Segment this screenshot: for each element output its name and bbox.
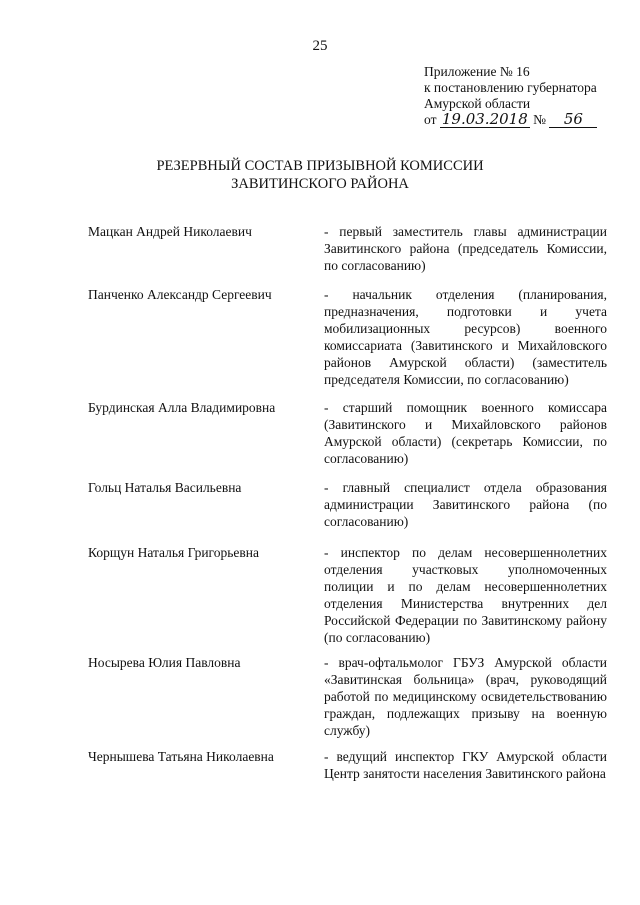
member-role: - начальник отделения (планирования, предназначения, подготовки и учета мобилизационных ресурсов) военного комиссариата (Завитинского и Михайловского районов Амурской области) (заместитель председателя Комиссии, по согласованию) bbox=[324, 287, 607, 387]
member-role: - инспектор по делам несовершеннолетних отделения участковых уполномоченных полиции и по делам несовершеннолетних отделения Министерства внутренних дел Российской Федерации по Завитинскому району (по согласованию) bbox=[324, 545, 607, 645]
appendix-line-2: к постановлению губернатора bbox=[424, 80, 597, 95]
from-label: от bbox=[424, 112, 437, 127]
page-number: 25 bbox=[312, 38, 328, 54]
member-role: - врач-офтальмолог ГБУЗ Амурской области «Завитинская больница» (врач, руководящий работой по медицинскому освидетельствованию граждан, подлежащих призыву на военную службу) bbox=[324, 655, 607, 738]
member-role: - главный специалист отдела образования администрации Завитинского района (по согласованию) bbox=[324, 480, 607, 529]
member-name: Носырева Юлия Павловна bbox=[88, 655, 241, 670]
member-name: Мацкан Андрей Николаевич bbox=[88, 224, 252, 239]
title-line-2: ЗАВИТИНСКОГО РАЙОНА bbox=[231, 176, 409, 192]
member-name: Корщун Наталья Григорьевна bbox=[88, 545, 259, 560]
handwritten-date: 19.03.2018 bbox=[441, 110, 528, 128]
handwritten-number: 56 bbox=[549, 112, 597, 128]
member-role: - ведущий инспектор ГКУ Амурской области Центр занятости населения Завитинского района bbox=[324, 749, 607, 781]
appendix-block bbox=[424, 64, 597, 128]
document-title bbox=[0, 157, 640, 193]
member-name: Чернышева Татьяна Николаевна bbox=[88, 749, 274, 764]
member-name: Гольц Наталья Васильевна bbox=[88, 480, 242, 495]
member-role: - старший помощник военного комиссара (Завитинского и Михайловского районов Амурской области) (секретарь Комиссии, по согласованию) bbox=[324, 400, 607, 466]
appendix-reference-line bbox=[424, 112, 597, 128]
member-name: Панченко Александр Сергеевич bbox=[88, 287, 272, 302]
appendix-line-3: Амурской области bbox=[424, 96, 531, 111]
number-label: № bbox=[533, 112, 547, 127]
appendix-line-1: Приложение № 16 bbox=[424, 64, 530, 79]
title-line-1: РЕЗЕРВНЫЙ СОСТАВ ПРИЗЫВНОЙ КОМИССИИ bbox=[156, 158, 484, 174]
member-name: Бурдинская Алла Владимировна bbox=[88, 400, 276, 415]
member-role: - первый заместитель главы администрации Завитинского района (председатель Комиссии, по согласованию) bbox=[324, 224, 607, 273]
